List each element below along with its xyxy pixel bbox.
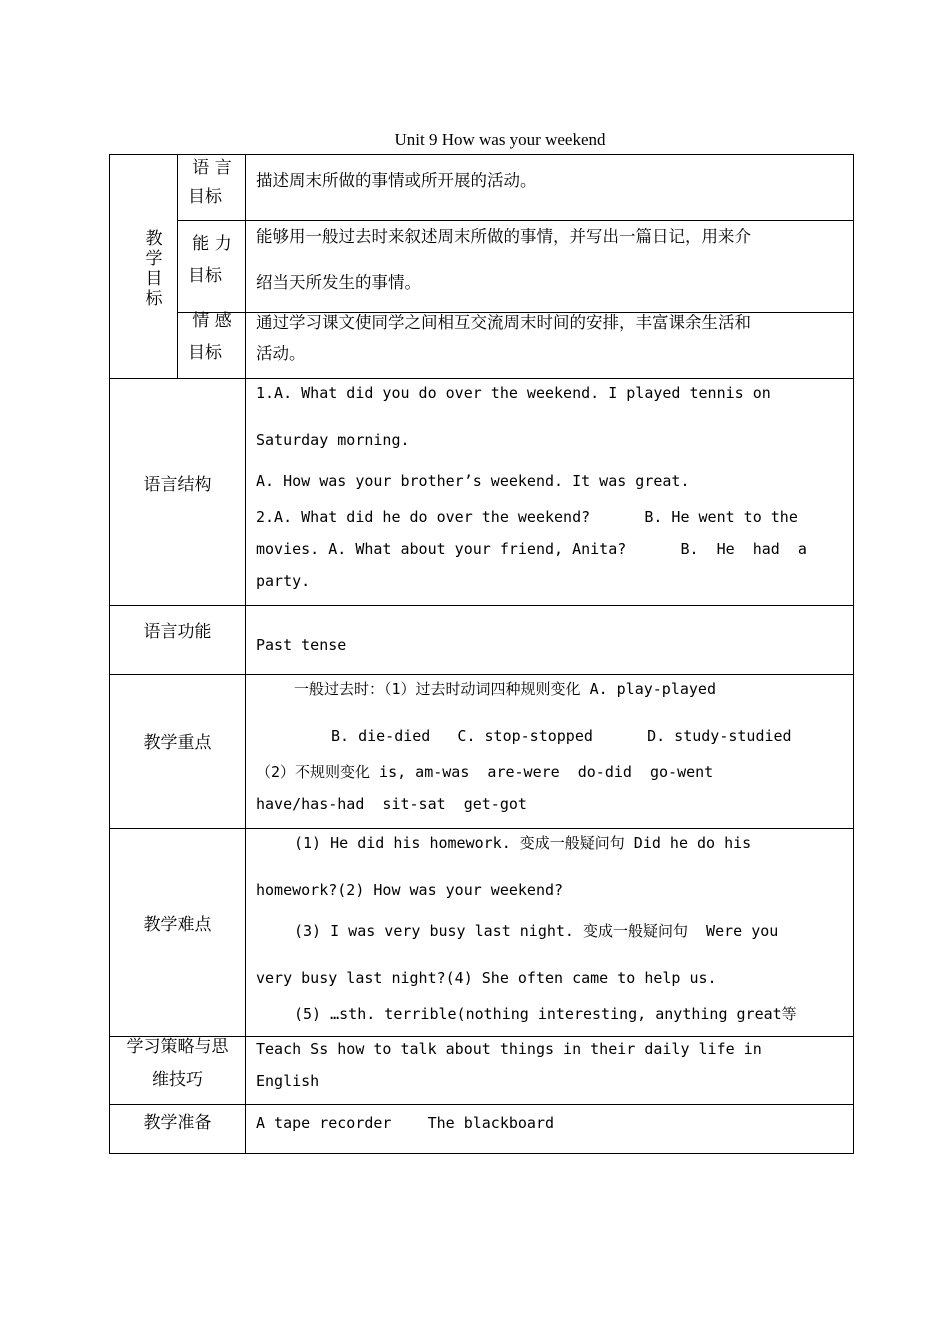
objective-label-bottom: 目标 <box>188 187 222 207</box>
structure-line: A. How was your brother’s weekend. It was great. <box>256 472 690 490</box>
difficulties-line: (3) I was very busy last night. 变成一般疑问句 Were you <box>294 922 779 940</box>
strategy-line: English <box>256 1072 320 1090</box>
objective-label-top: 语 言 <box>192 158 232 178</box>
objective-label-bottom: 目标 <box>188 343 222 363</box>
objective-emotion-line: 通过学习课文使同学之间相互交流周末时间的安排，丰富课余生活和 <box>256 313 751 332</box>
key-points-label: 教学重点 <box>143 733 212 753</box>
structure-line: 1.A. What did you do over the weekend. I played tennis on <box>256 384 771 402</box>
key-points-line: have/has-had sit-sat get-got <box>256 795 527 813</box>
strategy-line: Teach Ss how to talk about things in their daily life in <box>256 1040 762 1058</box>
objective-emotion-line: 活动。 <box>256 344 306 363</box>
table-row-divider <box>110 1104 853 1105</box>
lesson-plan-table <box>109 154 854 1154</box>
strategy-label: 维技巧 <box>152 1070 203 1090</box>
key-points-line: 一般过去时：（1）过去时动词四种规则变化 A. play-played <box>294 680 716 698</box>
table-column-divider <box>177 155 178 378</box>
objective-label-top: 情 感 <box>192 311 232 331</box>
objective-language-content: 描述周末所做的事情或所开展的活动。 <box>256 171 537 190</box>
preparation-label: 教学准备 <box>143 1113 212 1133</box>
structure-line: movies. A. What about your friend, Anita? B. He had a <box>256 540 807 558</box>
preparation-content: A tape recorder The blackboard <box>256 1114 555 1132</box>
structure-line: 2.A. What did he do over the weekend? B. He went to the <box>256 508 798 526</box>
difficulties-line: homework?(2) How was your weekend? <box>256 881 564 899</box>
document-title: Unit 9 How was your weekend <box>394 130 606 149</box>
objective-label-bottom: 目标 <box>188 266 222 286</box>
structure-line: Saturday morning. <box>256 431 410 449</box>
structure-label: 语言结构 <box>143 475 212 495</box>
function-content: Past tense <box>256 636 347 654</box>
difficulties-line: (5) …sth. terrible(nothing interesting, anything great等 <box>294 1005 797 1023</box>
table-row-divider <box>110 605 853 606</box>
objective-label-top: 能 力 <box>192 234 232 254</box>
strategy-label: 学习策略与思 <box>126 1037 229 1057</box>
objectives-label: 教学目标 <box>145 229 163 309</box>
difficulties-line: very busy last night?(4) She often came to help us. <box>256 969 717 987</box>
difficulties-label: 教学难点 <box>143 915 212 935</box>
key-points-line: （2）不规则变化 is, am-was are-were do-did go-went <box>256 763 714 781</box>
structure-line: party. <box>256 572 311 590</box>
key-points-line: B. die-died C. stop-stopped D. study-studied <box>331 727 792 745</box>
objective-ability-line: 能够用一般过去时来叙述周末所做的事情，并写出一篇日记，用来介 <box>256 227 751 246</box>
objective-ability-line: 绍当天所发生的事情。 <box>256 273 421 292</box>
function-label: 语言功能 <box>143 622 212 642</box>
difficulties-line: (1) He did his homework. 变成一般疑问句 Did he do his <box>294 834 752 852</box>
table-column-divider <box>245 155 246 1153</box>
